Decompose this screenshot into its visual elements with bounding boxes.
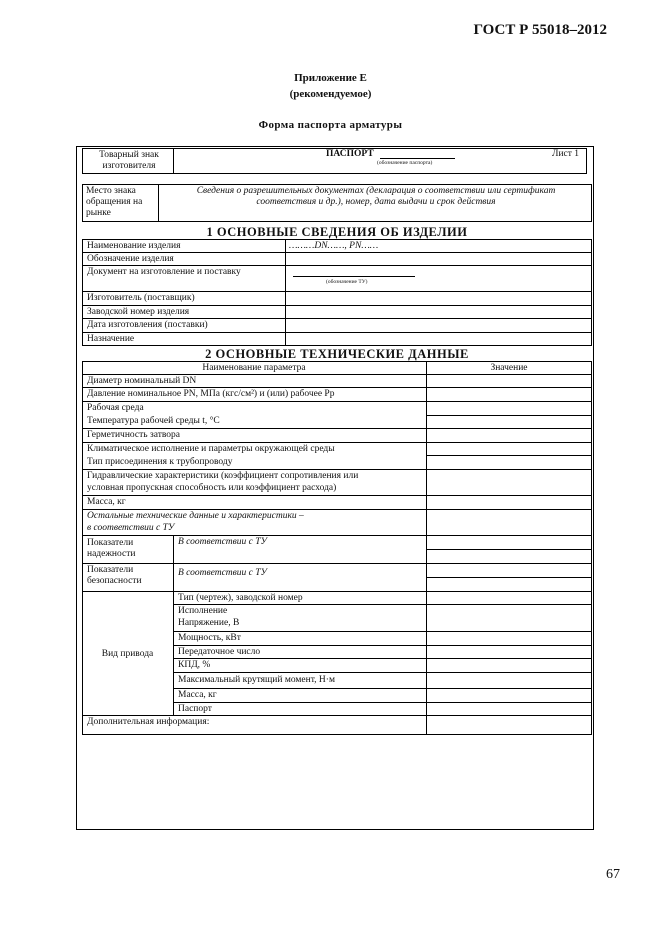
table-row: Исполнение — [178, 606, 228, 616]
table-row: Масса, кг — [87, 497, 126, 507]
reliability-label: Показатели надежности — [87, 538, 136, 559]
table-row: Дата изготовления (поставки) — [87, 320, 208, 330]
table-row: Напряжение, В — [178, 618, 240, 628]
table-row: Температура рабочей среды t, °С — [87, 416, 220, 426]
page-number: 67 — [606, 867, 620, 882]
table-row: Передаточное число — [178, 647, 261, 657]
table-row: Герметичность затвора — [87, 430, 180, 440]
drive-type-label: Вид привода — [101, 649, 154, 659]
safety-label: Показатели безопасности — [87, 565, 142, 586]
table-row: Остальные технические данные и характеристики – — [87, 511, 304, 521]
table-row: Максимальный крутящий момент, Н·м — [178, 675, 335, 685]
table-row: КПД, % — [178, 660, 211, 670]
table-row: Наименование изделия — [87, 241, 181, 251]
table-row: Назначение — [87, 334, 135, 344]
trademark-label: Товарный знак изготовителя — [99, 150, 159, 171]
table-row: Паспорт — [178, 704, 212, 714]
standard-number: ГОСТ Р 55018–2012 — [473, 22, 607, 38]
sheet-number: Лист 1 — [552, 149, 580, 159]
section2-title: 2 ОСНОВНЫЕ ТЕХНИЧЕСКИЕ ДАННЫЕ — [205, 347, 469, 361]
table-row: Изготовитель (поставщик) — [87, 293, 195, 303]
table-row: Документ на изготовление и поставку — [87, 267, 241, 277]
column-header-parameter: Наименование параметра — [202, 363, 306, 373]
table-row: Климатическое исполнение и параметры окружающей среды — [87, 444, 335, 454]
section1-title: 1 ОСНОВНЫЕ СВЕДЕНИЯ ОБ ИЗДЕЛИИ — [206, 225, 468, 239]
reliability-value: В соответствии с ТУ — [178, 537, 267, 547]
form-title: Форма паспорта арматуры — [258, 119, 403, 131]
passport-designation-caption: (обозначение паспорта) — [377, 160, 433, 166]
table-row: Тип (чертеж), заводской номер — [178, 593, 303, 603]
table-row: Тип присоединения к трубопроводу — [87, 457, 233, 467]
table-row: Давление номинальное PN, МПа (кгс/см²) и (или) рабочее Pp — [87, 389, 335, 399]
appendix-title: Приложение Е — [294, 72, 367, 84]
mark-place-label: Место знака обращения на рынке — [86, 186, 143, 218]
table-row: Диаметр номинальный DN — [87, 376, 197, 386]
safety-value: В соответствии с ТУ — [178, 568, 267, 578]
table-row: условная пропускная способность или коэффициент расхода) — [87, 483, 337, 493]
table-row: Мощность, кВт — [178, 633, 241, 643]
passport-label: ПАСПОРТ — [326, 149, 374, 159]
table-cell-value: ………DN……, PN…… — [289, 241, 379, 251]
table-row: в соответствии с ТУ — [87, 523, 175, 533]
table-row: Гидравлические характеристики (коэффициент сопротивления или — [87, 471, 359, 481]
tu-designation-caption: (обозначение ТУ) — [326, 279, 368, 285]
table-row: Масса, кг — [178, 690, 217, 700]
appendix-note: (рекомендуемое) — [289, 88, 372, 100]
table-row: Рабочая среда — [87, 403, 144, 413]
table-row: Обозначение изделия — [87, 254, 174, 264]
table-row: Заводской номер изделия — [87, 307, 190, 317]
column-header-value: Значение — [490, 363, 528, 373]
additional-info-label: Дополнительная информация: — [87, 717, 210, 727]
permits-info: Сведения о разрешительных документах (декларация о соответствии или сертификат соответствия и др.), номер, дата выдачи и срок действия — [196, 186, 556, 207]
